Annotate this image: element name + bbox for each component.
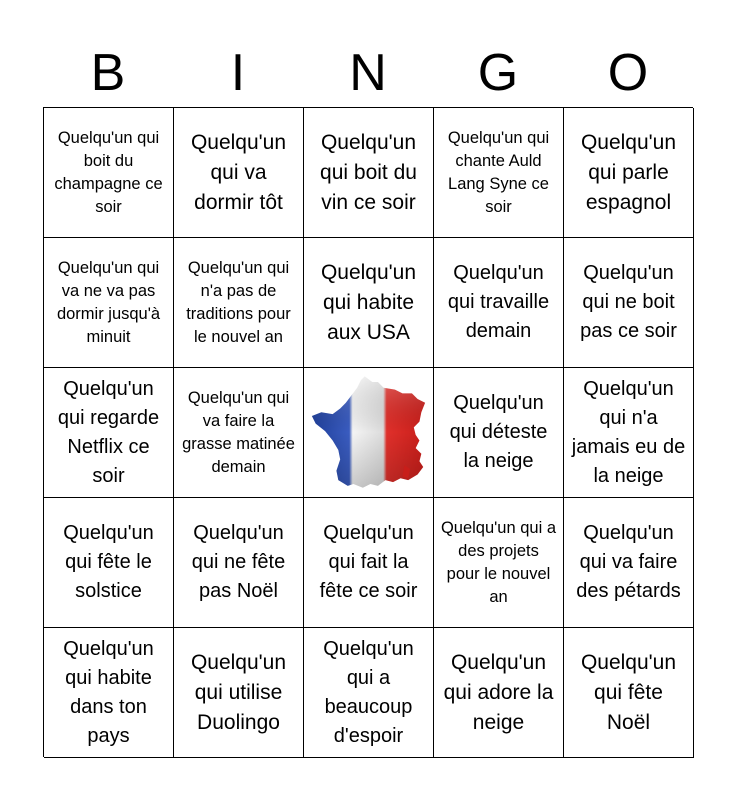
- header-letter-n: N: [349, 44, 387, 102]
- cell-text: Quelqu'un qui va ne va pas dormir jusqu'à minuit: [56, 258, 161, 346]
- bingo-cell[interactable]: [44, 108, 174, 238]
- bingo-cell[interactable]: [44, 498, 174, 628]
- bingo-cell[interactable]: [434, 238, 564, 368]
- bingo-header: [43, 38, 693, 108]
- bingo-cell[interactable]: [174, 238, 304, 368]
- bingo-cell[interactable]: [174, 368, 304, 498]
- bingo-cell[interactable]: [304, 498, 434, 628]
- bingo-cell[interactable]: [44, 628, 174, 758]
- bingo-cell[interactable]: [564, 628, 694, 758]
- cell-text: Quelqu'un qui a des projets pour le nouvel an: [440, 518, 557, 606]
- bingo-cell[interactable]: [174, 628, 304, 758]
- cell-text: Quelqu'un qui chante Auld Lang Syne ce soir: [447, 128, 550, 216]
- cell-text: Quelqu'un qui ne fête pas Noël: [191, 522, 286, 602]
- cell-text: Quelqu'un qui travaille demain: [447, 262, 550, 342]
- bingo-cell[interactable]: [304, 108, 434, 238]
- cell-text: Quelqu'un qui regarde Netflix ce soir: [57, 377, 160, 487]
- bingo-cell[interactable]: [564, 498, 694, 628]
- header-letter-g: G: [477, 44, 519, 102]
- cell-text: Quelqu'un qui va dormir tôt: [190, 130, 287, 214]
- bingo-cell[interactable]: [434, 108, 564, 238]
- bingo-cell[interactable]: [434, 368, 564, 498]
- cell-text: Quelqu'un qui déteste la neige: [449, 392, 548, 472]
- header-letter-i: I: [230, 44, 246, 102]
- cell-text: Quelqu'un qui habite aux USA: [320, 260, 417, 344]
- cell-text: Quelqu'un qui adore la neige: [443, 650, 554, 734]
- bingo-cell[interactable]: [564, 108, 694, 238]
- bingo-cell[interactable]: [44, 368, 174, 498]
- bingo-cell[interactable]: [434, 498, 564, 628]
- bingo-grid: [43, 107, 693, 757]
- bingo-cell[interactable]: [304, 628, 434, 758]
- cell-text: Quelqu'un qui fait la fête ce soir: [319, 522, 418, 602]
- header-letter-b: B: [90, 44, 126, 102]
- cell-text: Quelqu'un qui fête le solstice: [63, 522, 154, 602]
- cell-text: Quelqu'un qui ne boit pas ce soir: [580, 262, 677, 342]
- bingo-cell[interactable]: [174, 498, 304, 628]
- france-flag-map-icon: [310, 371, 427, 495]
- bingo-cell[interactable]: [174, 108, 304, 238]
- cell-text: Quelqu'un qui habite dans ton pays: [63, 637, 154, 747]
- cell-text: Quelqu'un qui parle espagnol: [580, 130, 677, 214]
- bingo-cell[interactable]: [44, 238, 174, 368]
- cell-text: Quelqu'un qui utilise Duolingo: [190, 650, 287, 734]
- bingo-cell[interactable]: [304, 238, 434, 368]
- cell-text: Quelqu'un qui a beaucoup d'espoir: [323, 637, 414, 747]
- cell-text: Quelqu'un qui va faire des pétards: [576, 522, 681, 602]
- cell-text: Quelqu'un qui n'a pas de traditions pour le nouvel an: [186, 258, 291, 346]
- cell-text: Quelqu'un qui boit du champagne ce soir: [54, 128, 163, 216]
- cell-text: Quelqu'un qui boit du vin ce soir: [320, 130, 417, 214]
- cell-text: Quelqu'un qui fête Noël: [580, 650, 677, 734]
- cell-text: Quelqu'un qui va faire la grasse matinée demain: [182, 388, 295, 476]
- header-letter-o: O: [607, 44, 649, 102]
- bingo-cell[interactable]: [564, 368, 694, 498]
- bingo-cell[interactable]: [564, 238, 694, 368]
- bingo-cell[interactable]: [434, 628, 564, 758]
- free-space-cell[interactable]: [304, 368, 434, 498]
- cell-text: Quelqu'un qui n'a jamais eu de la neige: [571, 377, 686, 487]
